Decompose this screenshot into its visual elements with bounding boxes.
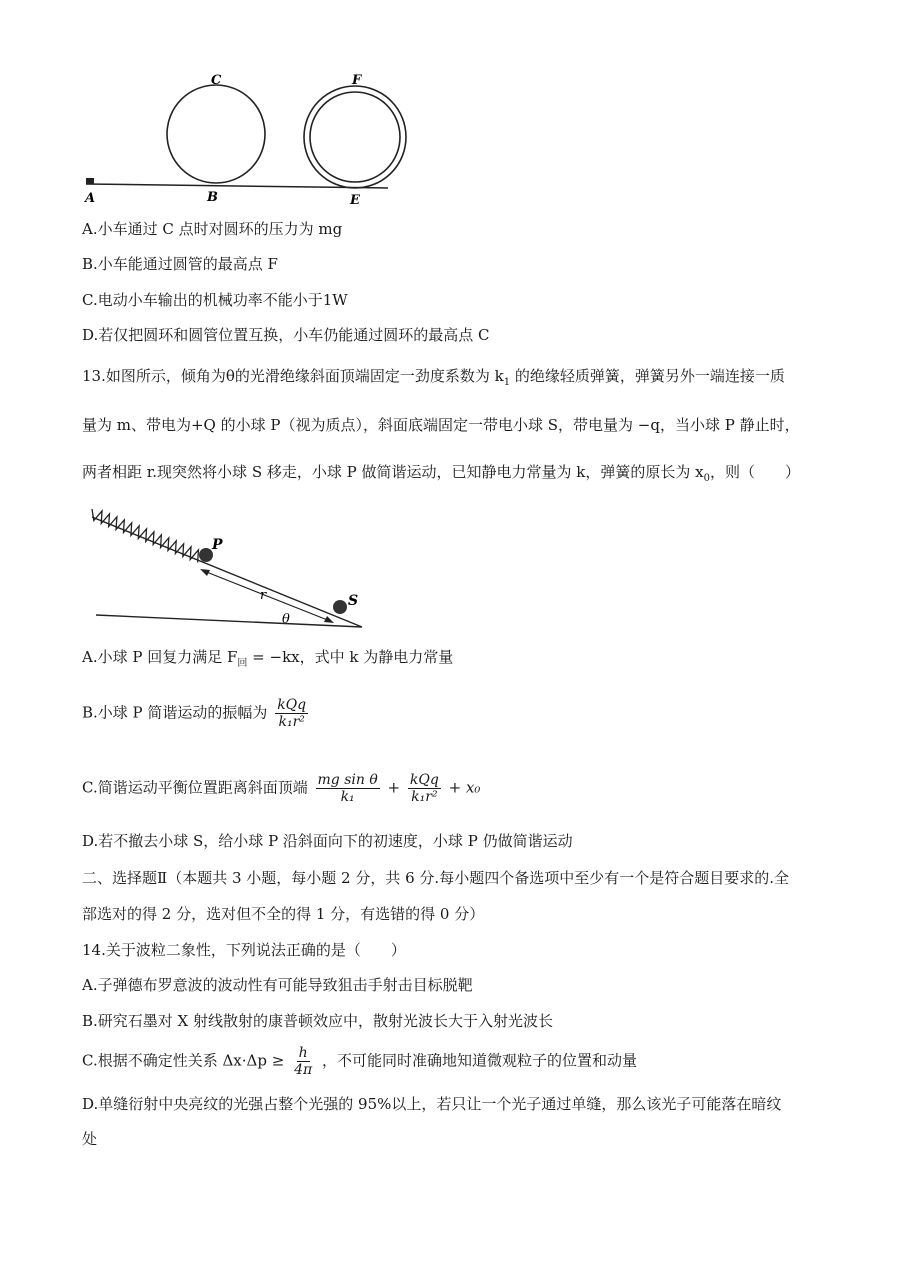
- q13-line1-sub: 1: [503, 377, 511, 388]
- q13-a-post: = −kx，式中 k 为静电力常量: [247, 648, 454, 666]
- q13-c-num1: mg sin θ: [317, 772, 378, 788]
- q14-c-post: ，不可能同时准确地知道微观粒子的位置和动量: [321, 1051, 637, 1070]
- q13-stem-line2: 量为 m、带电为+Q 的小球 P（视为质点），斜面底端固定一带电小球 S，带电量为 −q，当小球 P 静止时，: [82, 416, 800, 434]
- arrow-head-up: [200, 569, 210, 576]
- q13-c-plus: +: [387, 778, 401, 797]
- q13-stem-line1: [82, 366, 785, 393]
- label-theta: θ: [282, 612, 290, 627]
- ball-S: [333, 600, 347, 614]
- q13-c-den2: k₁r²: [411, 789, 438, 805]
- distance-arrow-line: [204, 571, 330, 621]
- q14-option-a: A.子弹德布罗意波的波动性有可能导致狙击手射击目标脱靶: [82, 976, 473, 994]
- q13-line3-text: 两者相距 r.现突然将小球 S 移走，小球 P 做简谐运动，已知静电力常量为 k，弹簧的原长为 x: [82, 463, 704, 481]
- section2-line2: 部选对的得 2 分，选对但不全的得 1 分，有选错的得 0 分）: [82, 905, 485, 923]
- q14-c-num: h: [298, 1045, 308, 1061]
- q14-option-c: [82, 1045, 637, 1078]
- q14-option-d-line1: D.单缝衍射中央亮纹的光强占整个光强的 95%以上，若只让一个光子通过单缝，那么该光子可能落在暗纹: [82, 1095, 782, 1113]
- q13-option-a: [82, 647, 453, 674]
- q14-option-d-line2: 处: [82, 1130, 98, 1148]
- q13-b-pre: B.小球 P 简谐运动的振幅为: [82, 703, 268, 722]
- incline-spring-figure: [82, 495, 382, 635]
- track-ring-tube-figure: [80, 72, 420, 208]
- tube-outer: [304, 86, 406, 188]
- label-E: E: [350, 193, 360, 208]
- q13-line3-sub: 0: [703, 473, 710, 484]
- car-block: [86, 178, 94, 184]
- section2-line1: 二、选择题Ⅱ（本题共 3 小题，每小题 2 分，共 6 分.每小题四个备选项中至少有一个是符合题目要求的.全: [82, 869, 789, 887]
- q13-a-pre: A.小球 P 回复力满足 F: [82, 648, 238, 666]
- ball-P: [199, 548, 213, 562]
- q13-c-fraction2: [408, 772, 441, 805]
- tube-inner: [310, 92, 400, 182]
- label-P: P: [212, 537, 223, 553]
- spring-coil: [88, 507, 202, 562]
- q14-option-b: B.研究石墨对 X 射线散射的康普顿效应中，散射光波长大于入射光波长: [82, 1012, 554, 1030]
- q14-c-fraction: [292, 1045, 314, 1078]
- q13-line1-text: 13.如图所示，倾角为θ的光滑绝缘斜面顶端固定一劲度系数为 k: [82, 367, 504, 385]
- q13-b-fraction: [275, 697, 308, 730]
- label-B: B: [207, 190, 218, 205]
- q13-b-den: k₁r²: [278, 714, 305, 730]
- q13-b-num: kQq: [277, 697, 307, 713]
- q12-option-b: B.小车能通过圆管的最高点 F: [82, 255, 278, 273]
- q14-stem: 14.关于波粒二象性，下列说法正确的是（ ）: [82, 941, 406, 959]
- label-C: C: [211, 73, 222, 88]
- q13-option-b: [82, 697, 311, 730]
- q14-c-pre: C.根据不确定性关系 Δx·Δp ≥: [82, 1051, 285, 1070]
- label-S: S: [348, 593, 359, 609]
- q13-c-pre: C.简谐运动平衡位置距离斜面顶端: [82, 778, 308, 797]
- q13-option-d: D.若不撤去小球 S，给小球 P 沿斜面向下的初速度，小球 P 仍做简谐运动: [82, 832, 573, 850]
- q13-a-sub: 回: [237, 658, 248, 669]
- arrow-head-down: [324, 616, 334, 623]
- label-F: F: [352, 73, 362, 88]
- label-A: A: [85, 191, 96, 206]
- ring-circle: [167, 85, 265, 183]
- label-r: r: [260, 588, 267, 603]
- incline-base: [96, 615, 362, 627]
- q13-stem-line3: [82, 462, 800, 489]
- q14-c-den: 4π: [294, 1062, 313, 1078]
- q13-line1-tail: 的绝缘轻质弹簧，弹簧另外一端连接一质: [510, 367, 785, 385]
- q13-c-tail: + x₀: [448, 778, 481, 797]
- q12-option-a: A.小车通过 C 点时对圆环的压力为 mg: [82, 220, 343, 238]
- q13-option-c: [82, 772, 480, 805]
- q12-option-c: C.电动小车输出的机械功率不能小于1W: [82, 291, 348, 309]
- q13-c-fraction1: [316, 772, 380, 805]
- q13-c-num2: kQq: [409, 772, 439, 788]
- q13-c-den1: k₁: [340, 789, 355, 805]
- q13-line3-tail: ，则（ ）: [709, 463, 800, 481]
- q12-option-d: D.若仅把圆环和圆管位置互换，小车仍能通过圆环的最高点 C: [82, 326, 490, 344]
